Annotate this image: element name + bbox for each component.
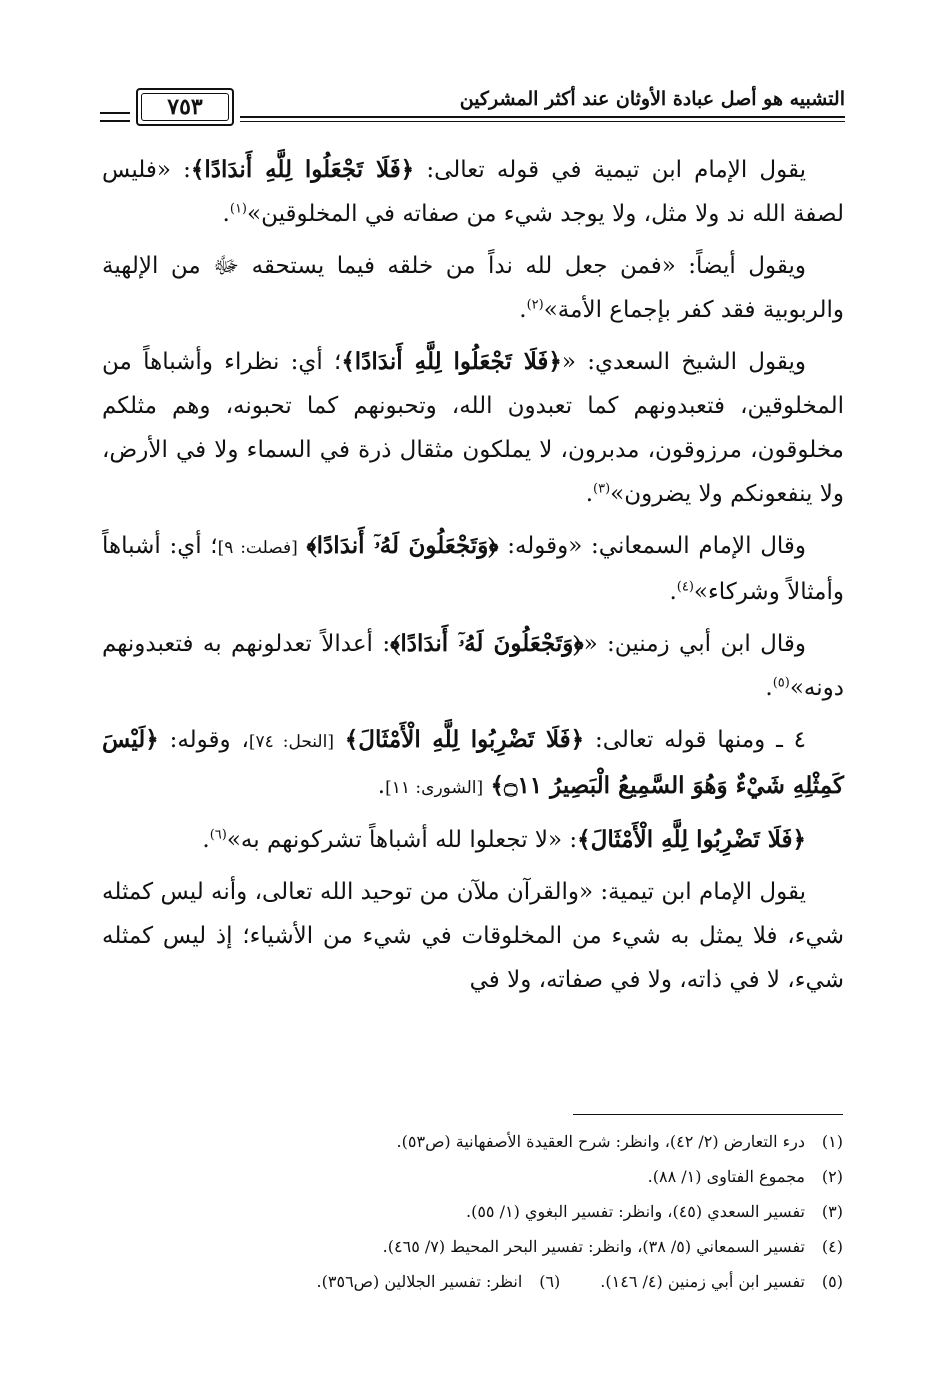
footnote-marker[interactable]: (٣) xyxy=(593,481,611,497)
paragraph-saadi xyxy=(102,340,844,516)
surah-reference: [فصلت: ٩] xyxy=(217,538,298,558)
paragraph-samani xyxy=(102,524,844,614)
footnote-text: تفسير ابن أبي زمنين (٤/ ١٤٦). xyxy=(600,1272,805,1291)
footnote xyxy=(99,1194,843,1229)
footnote-separator xyxy=(573,1114,843,1115)
footnote-number: (٢) xyxy=(821,1167,843,1186)
full-stop: . xyxy=(669,579,677,605)
quote-text: : «فليس لصفة الله ند ولا مثل، ولا يوجد شيء من صفاته في المخلوقين» xyxy=(102,157,844,227)
footnote xyxy=(99,1264,843,1299)
page-header xyxy=(100,82,845,130)
paragraph-text: ٤ ـ ومنها قوله تعالى: xyxy=(584,727,806,753)
footnote-marker[interactable]: (٥) xyxy=(772,675,790,691)
paragraph-text: وقال الإمام السمعاني: «وقوله: xyxy=(498,533,807,559)
paragraph-ibn-taymiyya-1 xyxy=(102,148,844,236)
quran-verse: ﴿فَلَا تَضْرِبُوا لِلَّهِ الْأَمْثَالَ﴾ xyxy=(344,726,585,753)
footnote-text: تفسير السعدي (٤٥)، وانظر: تفسير البغوي (١/ ٥٥). xyxy=(466,1202,805,1221)
main-text xyxy=(102,148,844,1010)
full-stop: . xyxy=(202,827,210,853)
paragraph-text: يقول الإمام ابن تيمية: «والقرآن ملآن من توحيد الله تعالى، وأنه ليس كمثله شيء، فلا يمثل به شيء من المخلوقات في شيء من الأشياء؛ إذ ليس كمثله شيء، لا في ذاته، ولا في صفاته، ولا في xyxy=(102,879,844,993)
paragraph-ibn-abi-zamanin xyxy=(102,622,844,710)
full-stop: . xyxy=(222,201,230,227)
footnote-marker[interactable]: (٢) xyxy=(526,297,544,313)
quran-verse: ﴿وَتَجْعَلُونَ لَهُۥٓ أَندَادًا﴾ xyxy=(306,532,499,559)
full-stop: . xyxy=(377,773,386,799)
surah-reference: [الشورى: ١١] xyxy=(385,778,484,798)
footnote-marker[interactable]: (٦) xyxy=(209,827,227,843)
paragraph-ibn-taymiyya-2 xyxy=(102,244,844,332)
footnote-number: (٤) xyxy=(821,1237,843,1256)
paragraph-item-4 xyxy=(102,718,844,810)
footnote-marker[interactable]: (٤) xyxy=(676,579,694,595)
footnote xyxy=(99,1229,843,1264)
quran-verse: ﴿فَلَا تَضْرِبُوا لِلَّهِ الْأَمْثَالَ﴾ xyxy=(577,826,806,853)
footnote xyxy=(99,1124,843,1159)
quran-verse: ﴿لَيْسَ كَمِثْلِهِ شَيْءٌ وَهُوَ السَّمِيعُ الْبَصِيرُ ۝١١﴾ xyxy=(102,726,844,799)
footnote-text: درء التعارض (٢/ ٤٢)، وانظر: شرح العقيدة الأصفهانية (ص٥٣). xyxy=(396,1132,805,1151)
header-rule xyxy=(240,116,845,118)
paragraph-text: ويقول أيضاً: «فمن جعل لله نداً من خلقه فيما يستحقه ﷻ من الإلهية والربوبية فقد كفر بإجماع الأمة» xyxy=(102,253,844,323)
footnote-number: (٣) xyxy=(821,1202,843,1221)
paragraph-text: وقال ابن أبي زمنين: « xyxy=(583,631,806,657)
full-stop: . xyxy=(585,481,593,507)
footnote-marker[interactable]: (١) xyxy=(229,201,247,217)
paragraph-text: يقول الإمام ابن تيمية في قوله تعالى: xyxy=(414,157,807,183)
page-number: ٧٥٣ xyxy=(167,94,203,120)
footnote-number: (٥) xyxy=(821,1272,843,1291)
paragraph-text: : «لا تجعلوا لله أشباهاً تشركونهم به» xyxy=(226,827,578,853)
quran-verse: ﴿وَتَجْعَلُونَ لَهُۥٓ أَندَادًا﴾ xyxy=(390,630,584,657)
footnote-text: انظر: تفسير الجلالين (ص٣٥٦). xyxy=(316,1272,523,1291)
paragraph-text: ؛ أي: نظراء وأشباهاً من المخلوقين، فتعبدونهم كما تعبدون الله، وتحبونهم كما تحبونه، وهم مثلكم مخلوقون، مرزوقون، مدبرون، لا يملكون مثقال ذرة في السماء ولا في الأرض، ولا ينفعونكم ولا يضرون» xyxy=(102,349,844,507)
footnote-number: (١) xyxy=(821,1132,843,1151)
header-rule-left-lower xyxy=(100,120,130,122)
page-number-frame xyxy=(136,88,234,126)
full-stop: . xyxy=(519,297,527,323)
full-stop: . xyxy=(765,675,773,701)
surah-reference: [النحل: ٧٤] xyxy=(248,732,334,752)
paragraph-text: ؛ أي: أشباهاً وأمثالاً وشركاء» xyxy=(102,533,844,605)
paragraph-text: : أعدالاً تعدلونهم به فتعبدونهم دونه» xyxy=(102,631,844,701)
quran-verse: ﴿فَلَا تَجْعَلُوا لِلَّهِ أَندَادًا﴾ xyxy=(341,348,562,375)
paragraph-verse-explanation xyxy=(102,818,844,862)
header-rule-thin xyxy=(240,121,845,122)
paragraph-ibn-taymiyya-3 xyxy=(102,870,844,1002)
footnotes xyxy=(99,1124,843,1299)
quran-verse: ﴿فَلَا تَجْعَلُوا لِلَّهِ أَندَادًا﴾ xyxy=(190,156,415,183)
footnote-number: (٦) xyxy=(539,1272,561,1291)
footnote-text: مجموع الفتاوى (١/ ٨٨). xyxy=(647,1167,805,1186)
running-title: التشبيه هو أصل عبادة الأوثان عند أكثر المشركين xyxy=(459,88,845,110)
header-rule-left xyxy=(100,112,130,114)
footnote xyxy=(99,1159,843,1194)
footnote-text: تفسير السمعاني (٥/ ٣٨)، وانظر: تفسير البحر المحيط (٧/ ٤٦٥). xyxy=(382,1237,805,1256)
paragraph-text: ويقول الشيخ السعدي: « xyxy=(561,349,807,375)
paragraph-text: ، وقوله: xyxy=(158,727,249,753)
